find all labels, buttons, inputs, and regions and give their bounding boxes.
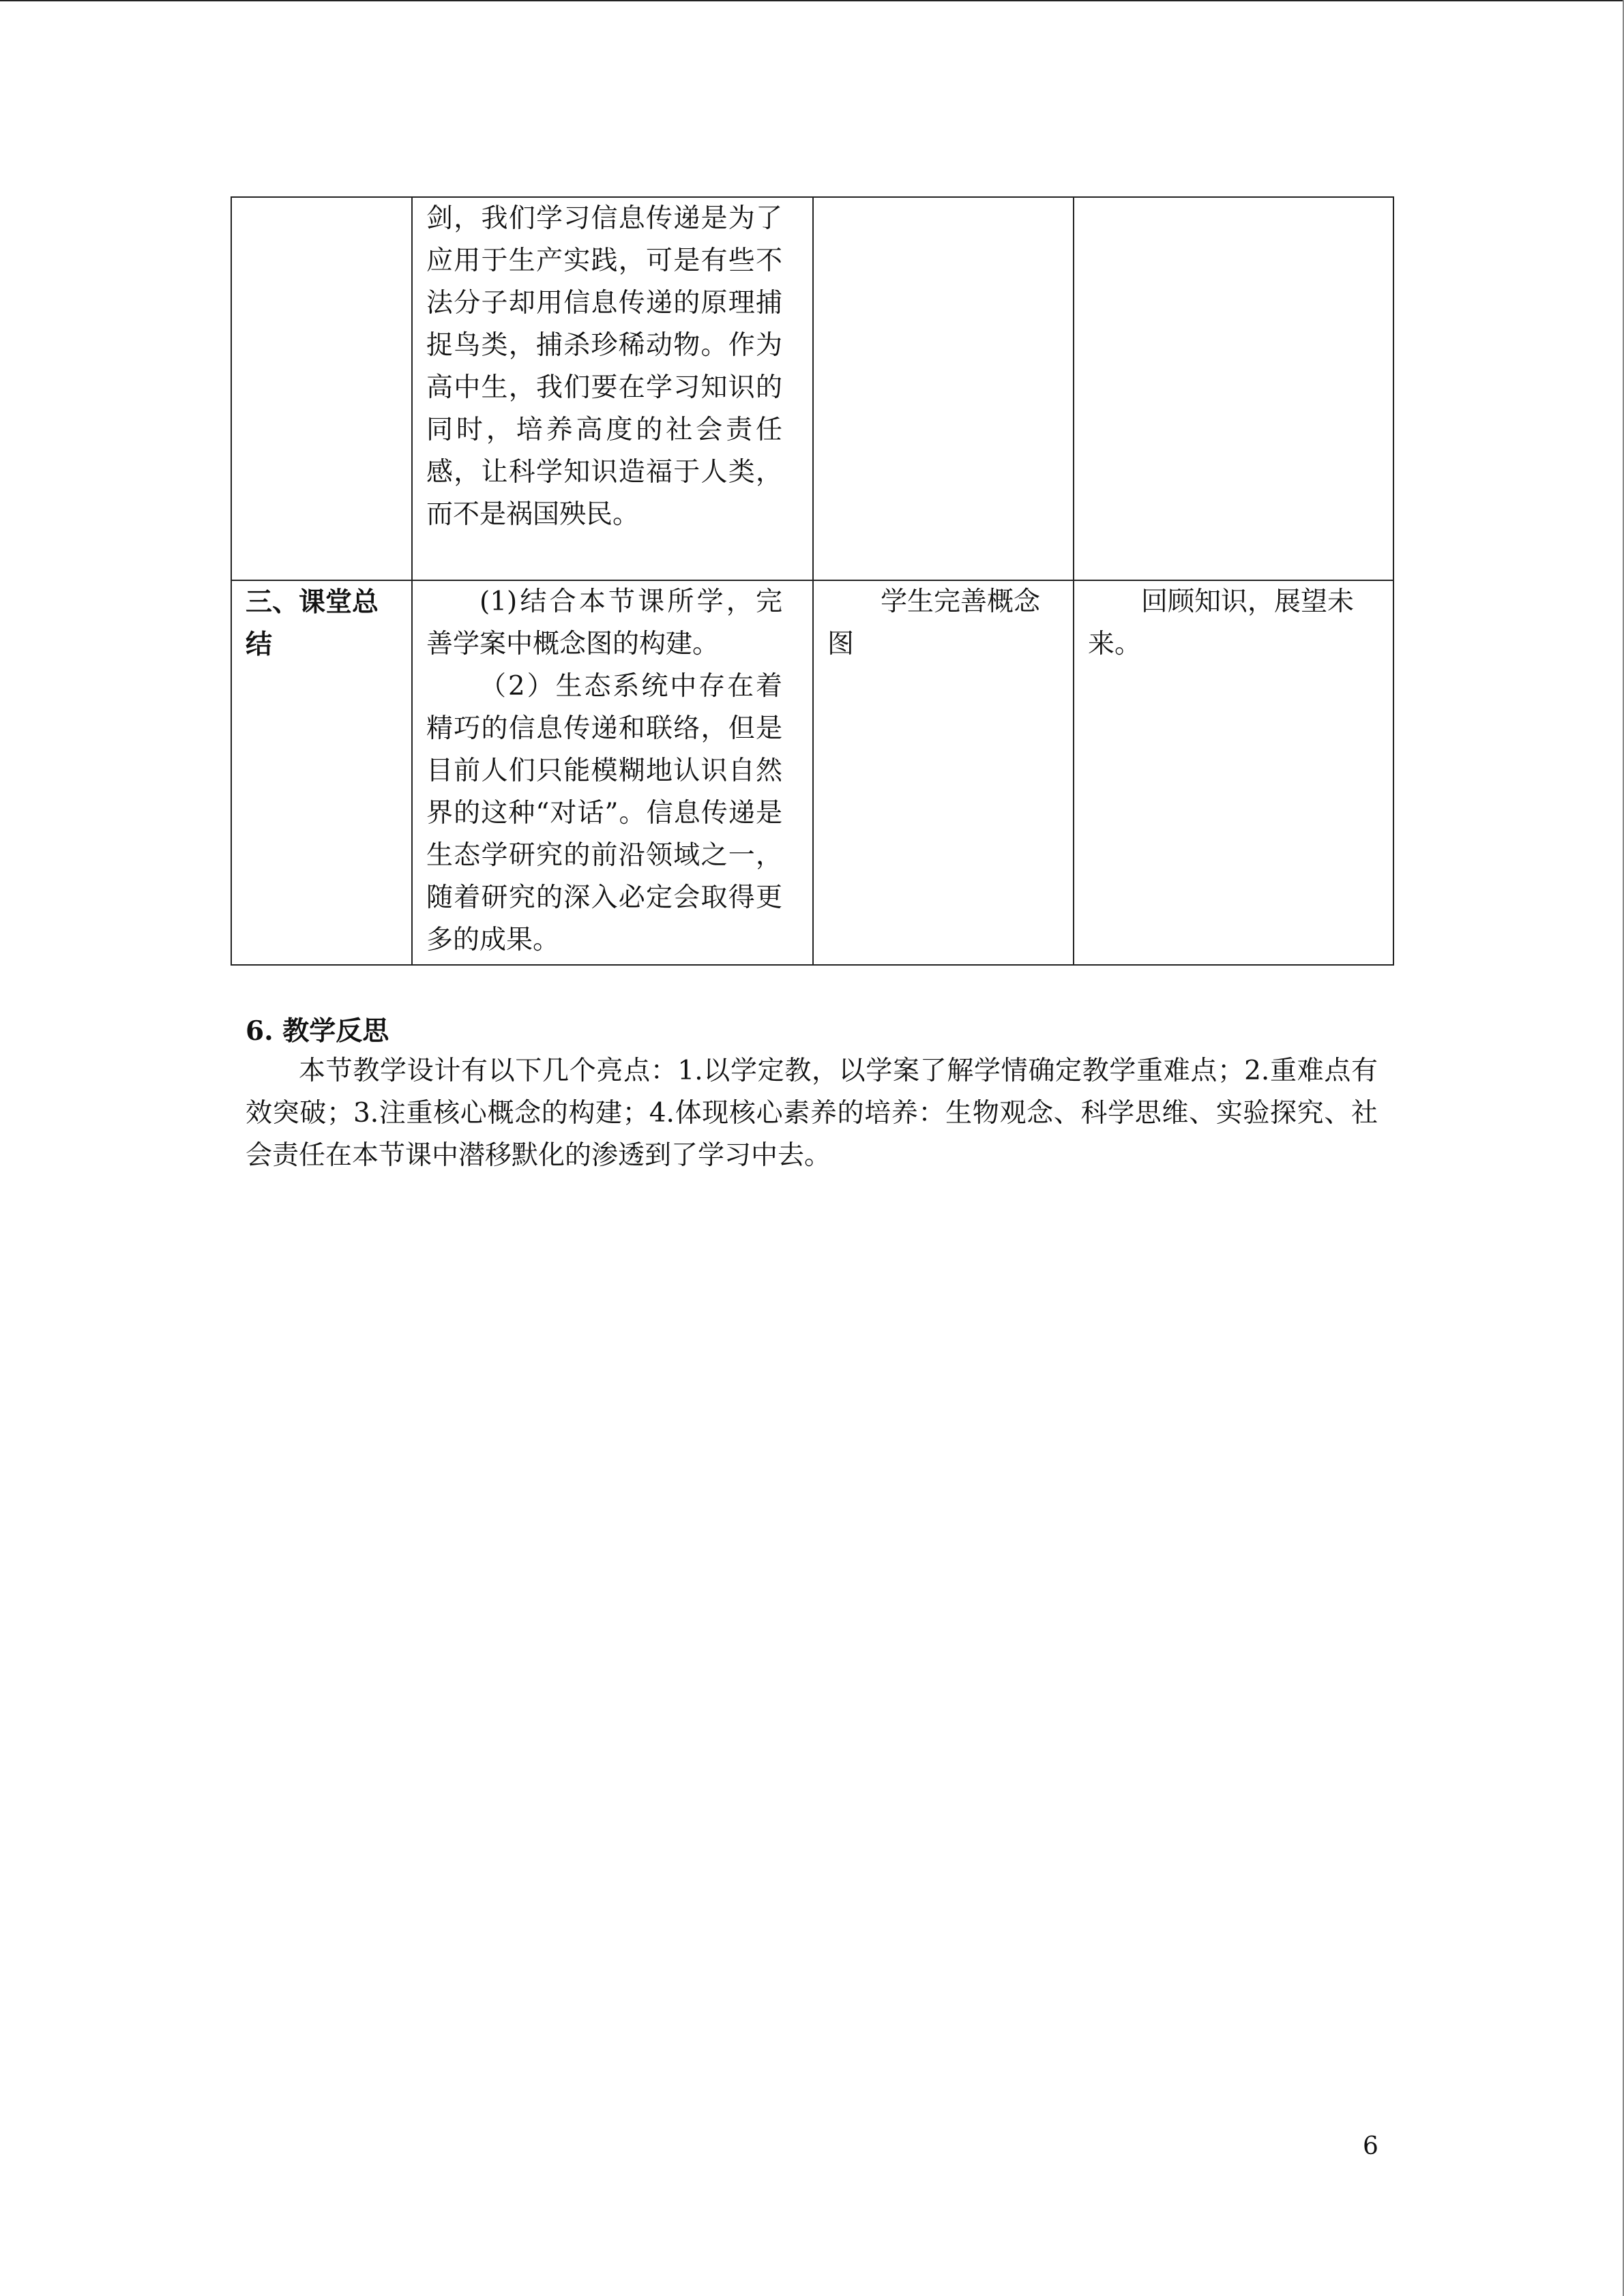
design-intent-text: 回顾知识，展望未来。: [1088, 586, 1355, 659]
table-row-summary: [231, 580, 1393, 965]
stage-cell-empty: [231, 197, 412, 580]
lesson-plan-table: [231, 196, 1394, 966]
student-activity-cell: [813, 580, 1074, 965]
page-number: 6: [1363, 2132, 1378, 2160]
teacher-activity-cell: [412, 580, 813, 965]
stage-cell: [231, 580, 412, 965]
teacher-activity-continued-text: 剑，我们学习信息传递是为了应用于生产实践，可是有些不法分子却用信息传递的原理捕捉鸟类，捕杀珍稀动物。作为高中生，我们要在学习知识的同时，培养高度的社会责任感，让科学知识造福于人类，而不是祸国殃民。: [426, 203, 782, 530]
section-heading-reflection: 6. 教学反思: [246, 1015, 389, 1047]
student-activity-cell-empty: [813, 197, 1074, 580]
page-top-rule: [0, 0, 1624, 1]
design-intent-cell: [1074, 580, 1393, 965]
student-activity-text: 学生完善概念图: [827, 586, 1041, 659]
teacher-activity-item-1: (1)结合本节课所学，完善学案中概念图的构建。: [426, 586, 782, 659]
stage-label: 三、课堂总结: [246, 586, 379, 660]
table-row-continued: [231, 197, 1393, 580]
design-intent-cell-empty: [1074, 197, 1393, 580]
reflection-paragraph: 本节教学设计有以下几个亮点：1.以学定教，以学案了解学情确定教学重难点；2.重难点有效突破；3.注重核心概念的构建；4.体现核心素养的培养：生物观念、科学思维、实验探究、社会责任在本节课中潜移默化的渗透到了学习中去。: [246, 1056, 1378, 1171]
teacher-activity-item-2: （2）生态系统中存在着精巧的信息传递和联络，但是目前人们只能模糊地认识自然界的这种“对话”。信息传递是生态学研究的前沿领域之一，随着研究的深入必定会取得更多的成果。: [426, 671, 782, 955]
teacher-activity-cell: [412, 197, 813, 580]
